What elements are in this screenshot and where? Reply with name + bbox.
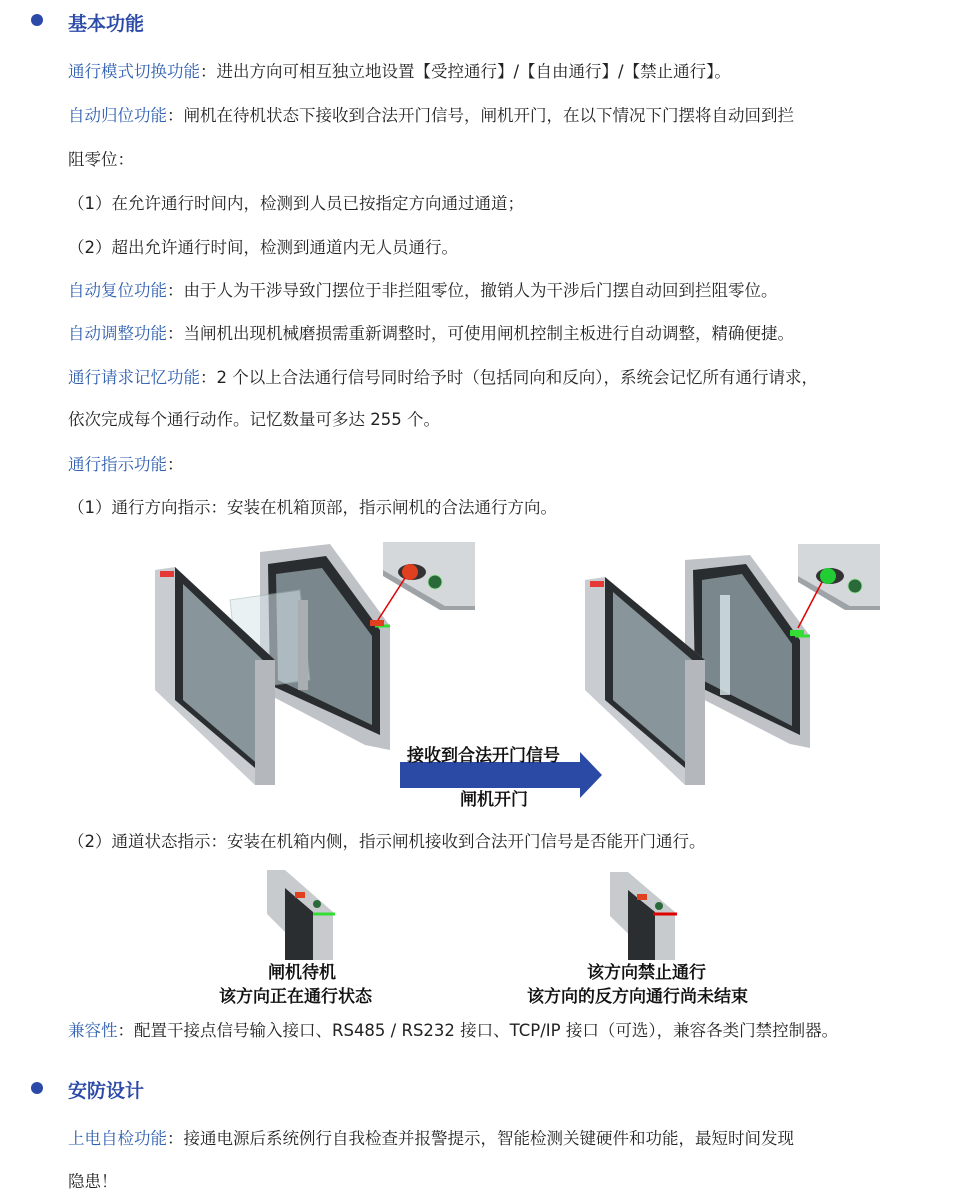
figure-caption: 该方向禁止通行 [587,963,706,983]
compat-paragraph [68,1019,838,1043]
feature-label: 通行模式切换功能 [68,62,200,81]
feature-label: 通行指示功能 [68,455,167,474]
memory-continuation: 依次完成每个通行动作。记忆数量可多达 255 个。 [68,410,440,429]
feature-text: ：闸机在待机状态下接收到合法开门信号，闸机开门，在以下情况下门摆将自动回到拦 [167,106,794,125]
section-bullet [31,14,43,26]
status-indicator-figure [265,868,685,963]
feature-text: ：配置干接点信号输入接口、RS485 / RS232 接口、TCP/IP 接口（可选），兼容各类门禁控制器。 [117,1021,839,1040]
feature-text: ： [167,455,184,474]
indicator-standby-image [267,870,335,960]
list-item: （2）超出允许通行时间，检测到通道内无人员通行。 [68,238,458,257]
feature-text: ：2 个以上合法通行信号同时给予时（包括同向和反向），系统会记忆所有通行请求， [200,368,818,387]
feature-text: ：进出方向可相互独立地设置【受控通行】/【自由通行】/【禁止通行】。 [200,62,731,81]
figure-caption: 该方向的反方向通行尚未结束 [527,987,748,1007]
mode-switch-paragraph [68,60,731,84]
feature-label: 自动调整功能 [68,324,167,343]
auto-adjust-paragraph [68,322,794,346]
feature-label: 上电自检功能 [68,1129,167,1148]
auto-return-paragraph [68,104,794,128]
selfcheck-continuation: 隐患！ [68,1172,118,1191]
memory-paragraph [68,366,818,390]
indicator-paragraph [68,453,184,477]
auto-return-continuation: 阻零位： [68,150,134,169]
indicator-forbidden-image [610,872,677,960]
section-title: 安防设计 [68,1080,145,1102]
figure-caption: 该方向正在通行状态 [219,987,372,1007]
section-title: 基本功能 [68,13,145,35]
arrow-caption-top: 接收到合法开门信号 [407,746,560,766]
list-item: （1）通行方向指示：安装在机箱顶部，指示闸机的合法通行方向。 [68,498,557,517]
feature-label: 自动复位功能 [68,281,167,300]
arrow-caption-bottom: 闸机开门 [460,790,528,810]
feature-text: ：接通电源后系统例行自我检查并报警提示，智能检测关键硬件和功能，最短时间发现 [167,1129,794,1148]
selfcheck-paragraph [68,1127,794,1151]
feature-label: 兼容性 [68,1021,118,1040]
feature-text: ：当闸机出现机械磨损需重新调整时，可使用闸机控制主板进行自动调整，精确便捷。 [167,324,794,343]
feature-label: 自动归位功能 [68,106,167,125]
feature-label: 通行请求记忆功能 [68,368,200,387]
list-item: （1）在允许通行时间内，检测到人员已按指定方向通过通道； [68,194,524,213]
list-item: （2）通道状态指示：安装在机箱内侧，指示闸机接收到合法开门信号是否能开门通行。 [68,832,706,851]
auto-reset-paragraph [68,279,778,303]
turnstile-open-image [585,544,880,785]
feature-text: ：由于人为干涉导致门摆位于非拦阻零位，撤销人为干涉后门摆自动回到拦阻零位。 [167,281,778,300]
section-bullet [31,1082,43,1094]
figure-caption: 闸机待机 [268,963,336,983]
